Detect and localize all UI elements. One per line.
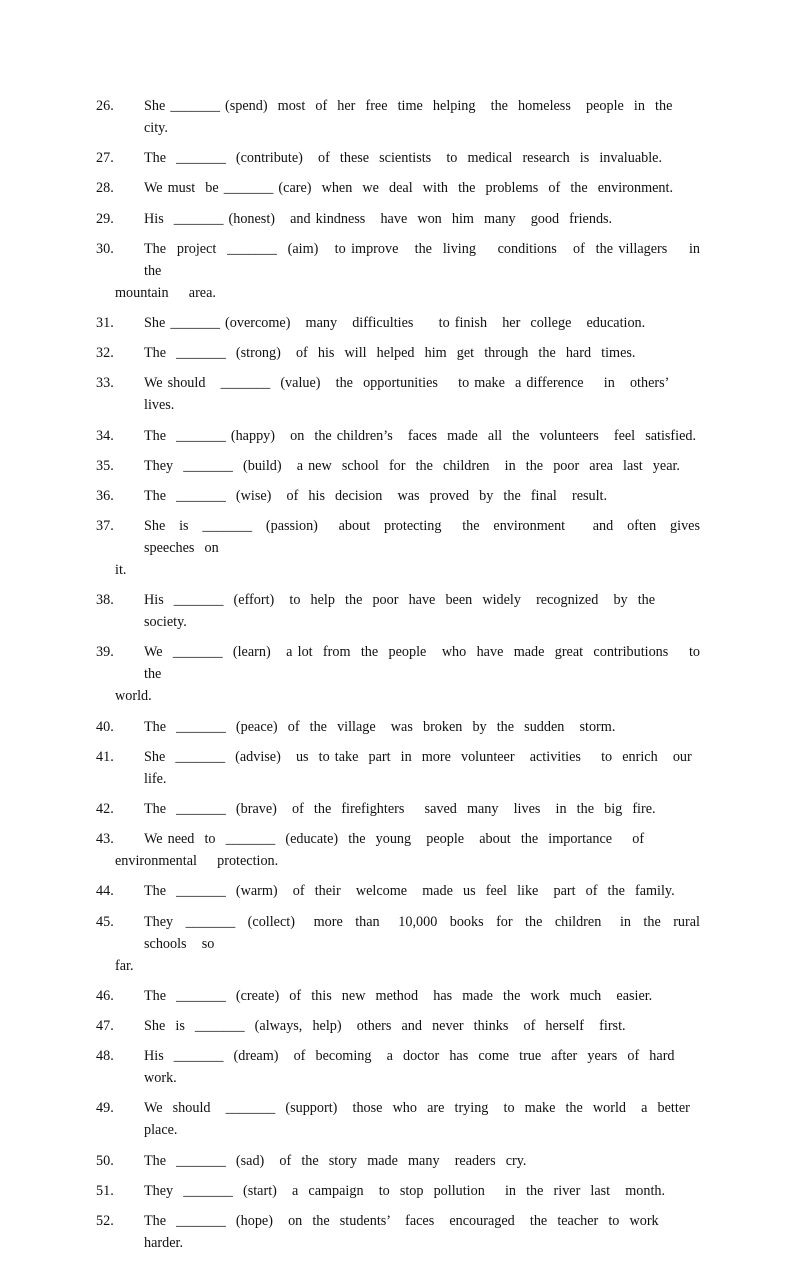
exercise-item <box>96 1150 700 1172</box>
exercise-item <box>96 985 700 1007</box>
exercise-number: 41. <box>96 748 114 765</box>
exercise-number: 32. <box>96 345 114 362</box>
exercise-number: 36. <box>96 487 114 504</box>
exercise-number: 39. <box>96 644 114 661</box>
exercise-number: 48. <box>96 1048 114 1065</box>
exercise-item <box>96 425 700 447</box>
exercise-item <box>96 798 700 820</box>
exercise-item <box>96 147 700 169</box>
exercise-sentence: The _______ (wise) of his decision was proved by the final result. <box>144 487 608 504</box>
exercise-number: 28. <box>96 180 114 197</box>
exercise-sentence: We _______ (learn) a lot from the people who have made great contributions to the <box>144 644 711 683</box>
exercise-sentence: His _______ (honest) and kindness have won him many good friends. <box>144 210 613 227</box>
exercise-number: 43. <box>96 831 114 848</box>
exercise-item <box>96 716 700 738</box>
exercise-sentence-continuation: world. <box>115 688 152 705</box>
exercise-sentence: The project _______ (aim) to improve the living conditions of the villagers in the <box>144 240 716 279</box>
exercise-sentence: His _______ (effort) to help the poor have been widely recognized by the society. <box>144 592 666 631</box>
exercise-sentence: The _______ (brave) of the firefighters saved many lives in the big fire. <box>144 801 656 817</box>
exercise-item <box>96 95 700 139</box>
exercise-number: 46. <box>96 987 114 1004</box>
exercise-item <box>96 589 700 633</box>
exercise-item <box>96 238 716 304</box>
exercise-sentence-continuation: mountain area. <box>115 284 216 301</box>
exercise-item <box>96 641 711 707</box>
exercise-number: 33. <box>96 375 114 392</box>
exercise-sentence: She _______ (spend) most of her free time helping the homeless people in the city. <box>144 98 683 136</box>
exercise-sentence: We need to _______ (educate) the young people about the importance of <box>144 831 645 848</box>
exercise-sentence: They _______ (collect) more than 10,000 books for the children in the rural schools so <box>144 913 716 952</box>
exercise-item <box>96 880 700 902</box>
exercise-sentence: The _______ (strong) of his will helped him get through the hard times. <box>144 345 636 362</box>
exercise-item <box>96 372 700 416</box>
exercise-item <box>96 1180 700 1202</box>
exercise-item <box>96 746 700 790</box>
exercise-number: 45. <box>96 913 114 930</box>
exercise-number: 51. <box>96 1182 114 1199</box>
exercise-sentence: The _______ (warm) of their welcome made us feel like part of the family. <box>144 883 675 900</box>
exercise-sentence: She _______ (overcome) many difficulties to finish her college education. <box>144 314 646 331</box>
exercise-item <box>96 828 700 872</box>
exercise-number: 40. <box>96 718 114 735</box>
exercise-item <box>96 177 700 199</box>
exercise-number: 42. <box>96 801 114 817</box>
exercise-number: 44. <box>96 883 114 900</box>
exercise-item <box>96 1097 700 1141</box>
exercise-number: 52. <box>96 1212 114 1229</box>
exercise-list <box>96 95 716 1262</box>
exercise-number: 26. <box>96 98 114 114</box>
exercise-item <box>96 485 700 507</box>
exercise-item <box>96 455 700 477</box>
exercise-sentence: The _______ (create) of this new method has made the work much easier. <box>144 987 653 1004</box>
exercise-sentence-continuation: it. <box>115 562 127 579</box>
exercise-number: 29. <box>96 210 114 227</box>
exercise-number: 50. <box>96 1152 114 1169</box>
exercise-number: 27. <box>96 150 114 167</box>
exercise-sentence: She is _______ (passion) about protecting the environment and often gives speeches on <box>144 518 716 557</box>
exercise-number: 34. <box>96 427 114 444</box>
exercise-number: 47. <box>96 1017 114 1034</box>
exercise-sentence: The _______ (happy) on the children’s faces made all the volunteers feel satisfied. <box>144 427 697 444</box>
exercise-item <box>96 515 716 581</box>
exercise-item <box>96 312 700 334</box>
exercise-sentence: The _______ (peace) of the village was broken by the sudden storm. <box>144 718 616 735</box>
exercise-sentence: She is _______ (always, help) others and never thinks of herself first. <box>144 1017 626 1034</box>
exercise-sentence: They _______ (start) a campaign to stop pollution in the river last month. <box>144 1182 666 1199</box>
exercise-item <box>96 1045 700 1089</box>
exercise-number: 35. <box>96 457 114 474</box>
exercise-number: 49. <box>96 1100 114 1117</box>
exercise-item <box>96 342 700 364</box>
exercise-sentence: The _______ (contribute) of these scientists to medical research is invaluable. <box>144 150 662 167</box>
exercise-item <box>96 911 716 977</box>
exercise-sentence: She _______ (advise) us to take part in more volunteer activities to enrich our life. <box>144 748 702 787</box>
exercise-sentence: We must be _______ (care) when we deal with the problems of the environment. <box>144 180 673 197</box>
exercise-sentence: The _______ (sad) of the story made many readers cry. <box>144 1152 527 1169</box>
exercise-sentence: The _______ (hope) on the students’ faces encouraged the teacher to work harder. <box>144 1212 669 1251</box>
exercise-sentence: We should _______ (support) those who are trying to make the world a better place. <box>144 1100 700 1139</box>
exercise-item <box>96 1210 700 1254</box>
exercise-sentence: We should _______ (value) the opportunities to make a difference in others’ lives. <box>144 375 679 414</box>
exercise-sentence-continuation: far. <box>115 957 134 974</box>
exercise-item <box>96 208 700 230</box>
exercise-sentence: His _______ (dream) of becoming a doctor has come true after years of hard work. <box>144 1048 685 1087</box>
exercise-item <box>96 1015 700 1037</box>
exercise-number: 38. <box>96 592 114 609</box>
exercise-number: 31. <box>96 314 114 331</box>
exercise-number: 37. <box>96 518 114 535</box>
exercise-sentence: They _______ (build) a new school for the children in the poor area last year. <box>144 457 680 474</box>
exercise-sentence-continuation: environmental protection. <box>115 853 279 870</box>
exercise-number: 30. <box>96 240 114 257</box>
